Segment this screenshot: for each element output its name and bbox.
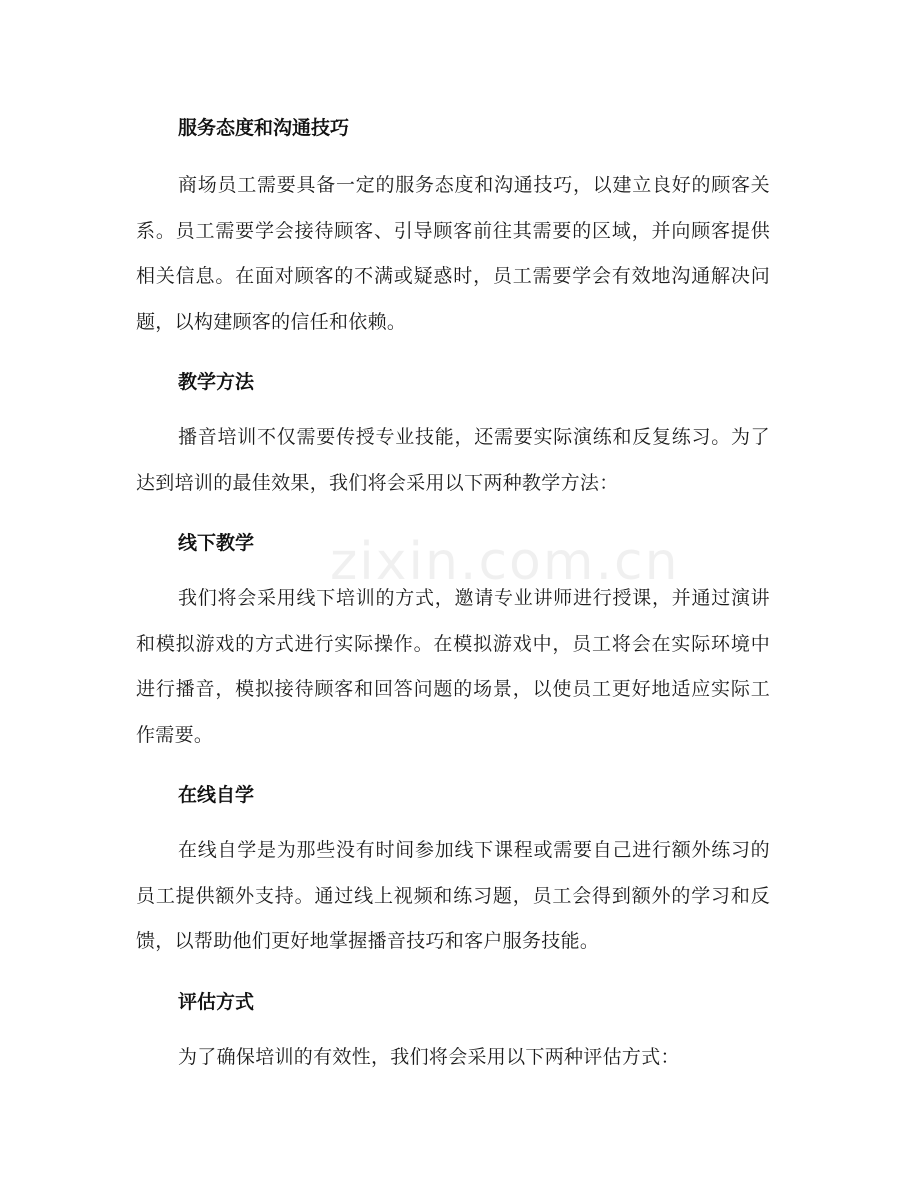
section-paragraph-service-attitude: 商场员工需要具备一定的服务态度和沟通技巧，以建立良好的顾客关系。员工需要学会接待顾客、引导顾客前往其需要的区域，并向顾客提供相关信息。在面对顾客的不满或疑惑时，员工需要学会有效地沟通解决问题，以构建顾客的信任和依赖。 xyxy=(136,174,770,333)
section-paragraph-evaluation-methods: 为了确保培训的有效性，我们将会采用以下两种评估方式： xyxy=(178,1045,680,1068)
document-body xyxy=(136,111,770,1080)
section-paragraph-online-self-study: 在线自学是为那些没有时间参加线下课程或需要自己进行额外练习的员工提供额外支持。通过线上视频和练习题，员工会得到额外的学习和反馈，以帮助他们更好地掌握播音技巧和客户服务技能。 xyxy=(136,839,770,952)
section-heading-teaching-methods: 教学方法 xyxy=(178,371,255,393)
section-heading-online-self-study: 在线自学 xyxy=(178,784,255,806)
section-paragraph-offline-teaching: 我们将会采用线下培训的方式，邀请专业讲师进行授课，并通过演讲和模拟游戏的方式进行实际操作。在模拟游戏中，员工将会在实际环境中进行播音，模拟接待顾客和回答问题的场景，以使员工更好地适应实际工作需要。 xyxy=(136,587,770,746)
section-heading-service-attitude: 服务态度和沟通技巧 xyxy=(178,117,350,139)
section-heading-evaluation-methods: 评估方式 xyxy=(178,990,255,1013)
section-paragraph-teaching-methods: 播音培训不仅需要传授专业技能，还需要实际演练和反复练习。为了达到培训的最佳效果，我们将会采用以下两种教学方法： xyxy=(136,426,770,494)
watermark: zixin.com.cn xyxy=(330,532,680,592)
section-heading-offline-teaching: 线下教学 xyxy=(178,532,255,554)
